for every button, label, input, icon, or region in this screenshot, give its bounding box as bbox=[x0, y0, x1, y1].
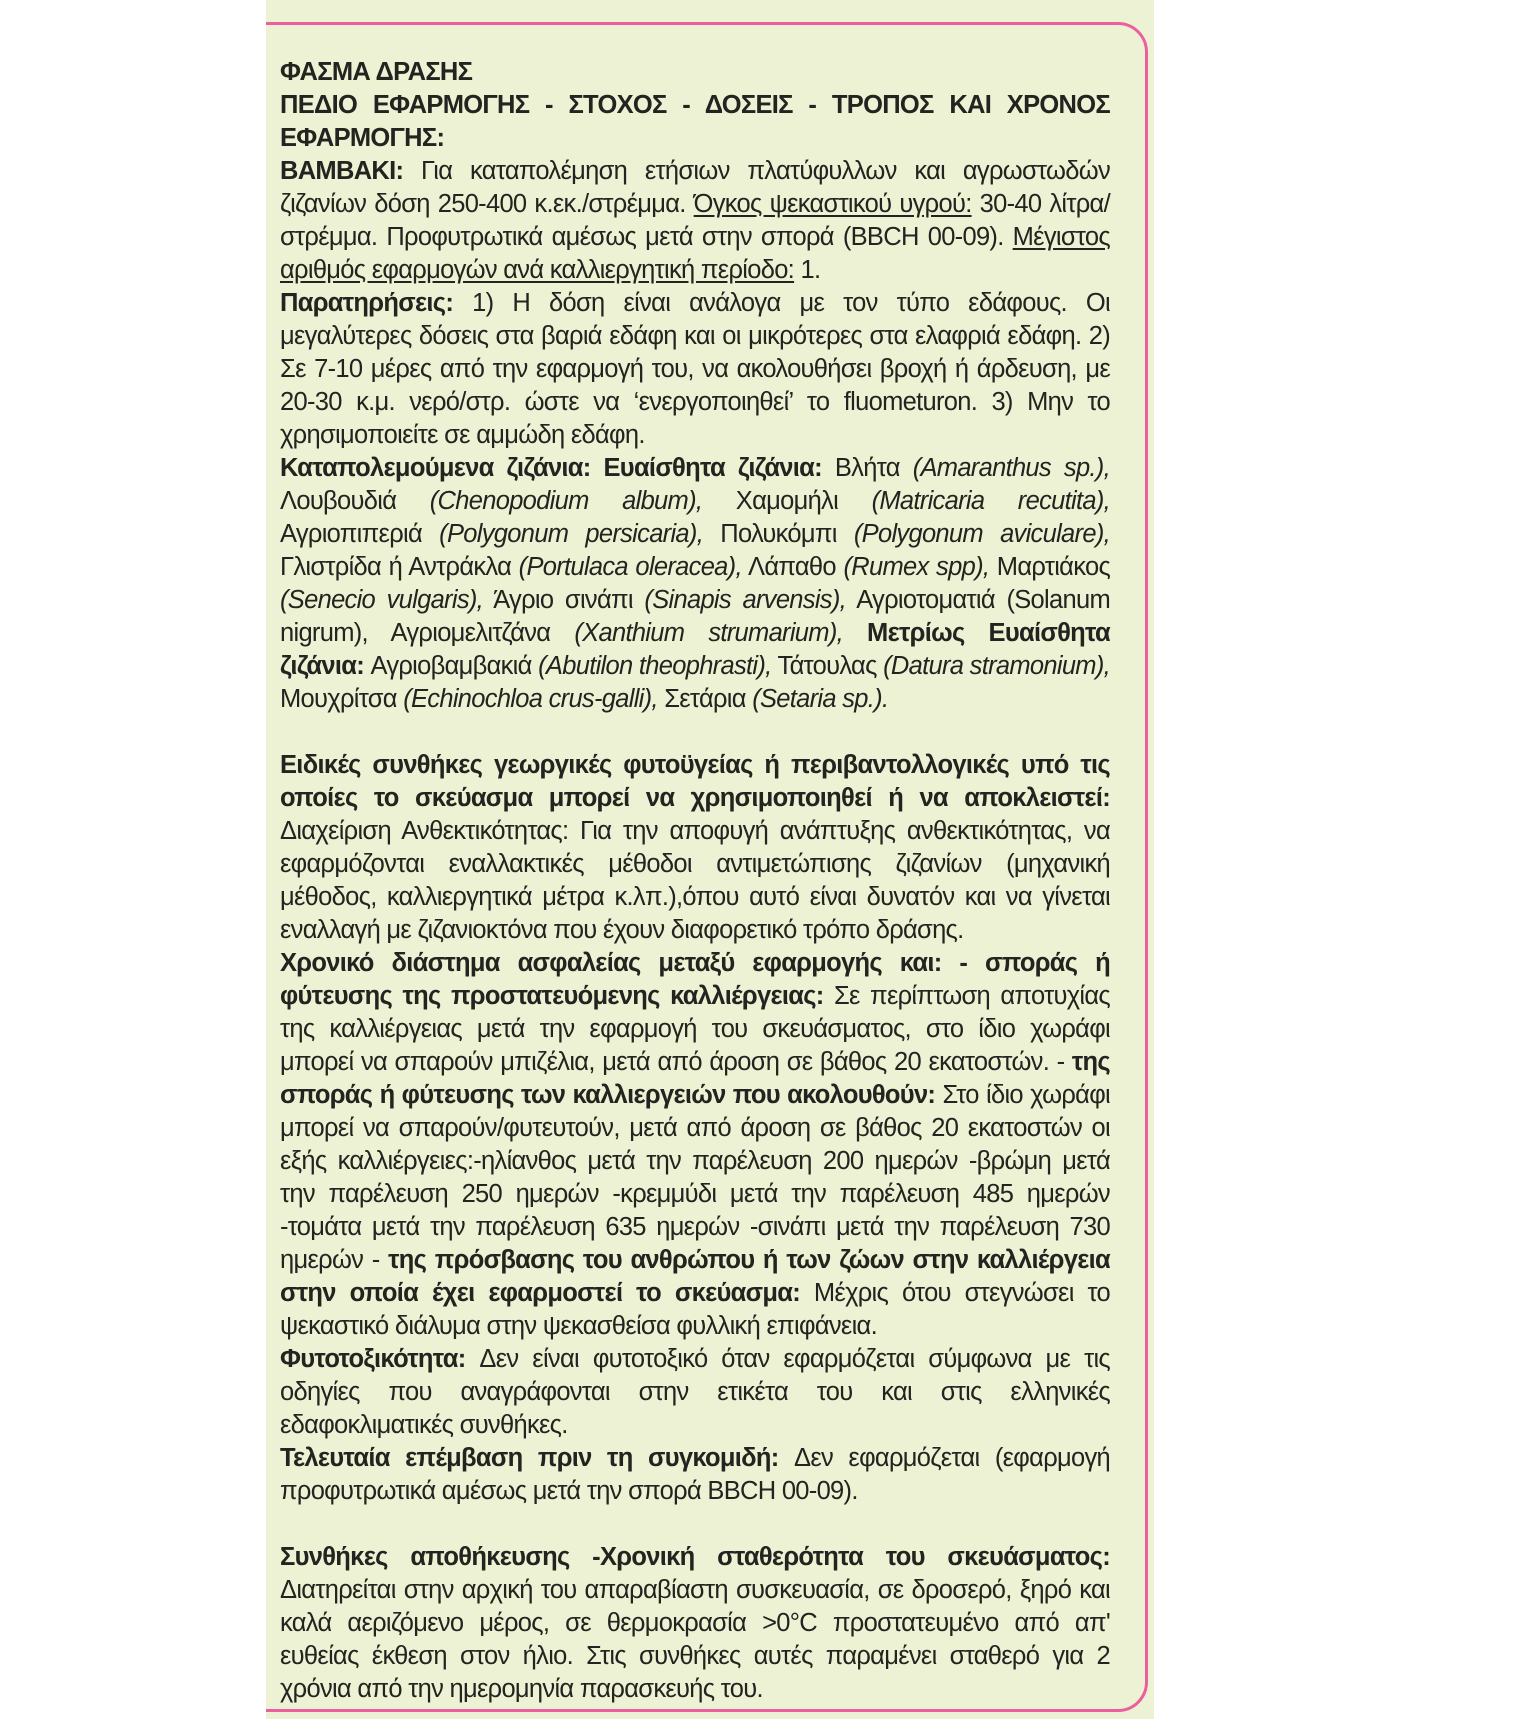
bold-run: Τελευταία επέμβαση πριν τη συγκομιδή: bbox=[280, 1444, 794, 1472]
underline-run: Μέγιστος αριθμός εφαρμογών ανά καλλιεργητική περίοδο: bbox=[280, 223, 1110, 284]
text-run: 1) Η δόση είναι ανάλογα με τον τύπο εδάφους. Οι μεγαλύτερες δόσεις στα βαριά εδάφη και οι μικρότερες στα ελαφριά εδάφη. 2) Σε 7-10 μέρες από την εφαρμογή του, να ακολουθήσει βροχή ή άρδευση, με 20-30 κ.μ. νερό/στρ. ώστε να ‘ενεργοποιηθεί’ το fluometuron. 3) Μην το χρησιμοποιείτε σε αμμώδη εδάφη. bbox=[280, 289, 1110, 449]
italic-run: (Amaranthus sp.), bbox=[912, 454, 1110, 482]
bold-run: Συνθήκες αποθήκευσης -Χρονική σταθερότητα του σκευάσματος: bbox=[280, 1543, 1110, 1571]
text-run: Για καταπολέμηση ετήσιων πλατύφυλλων και αγρωστωδών ζιζανίων δόση 250-400 κ.εκ./στρέμμα. bbox=[280, 157, 1110, 218]
text-run: Λουβουδιά bbox=[280, 487, 430, 515]
text-run: 30-40 λίτρα/στρέμμα. Προφυτρωτικά αμέσως μετά στην σπορά (BBCH 00-09). bbox=[280, 190, 1110, 251]
text-run: Γλιστρίδα ή Αντράκλα bbox=[280, 553, 519, 581]
paragraph bbox=[280, 287, 1110, 452]
paragraph bbox=[280, 1541, 1110, 1706]
italic-run: (Portulaca oleracea), bbox=[518, 553, 742, 581]
text-run: Πολυκόμπι bbox=[703, 520, 854, 548]
bold-run: Φυτοτοξικότητα: bbox=[280, 1345, 480, 1373]
paragraph bbox=[280, 452, 1110, 716]
italic-run: (Abutilon theophrasti), bbox=[538, 652, 772, 680]
text-run: Αγριοπιπεριά bbox=[280, 520, 440, 548]
bold-run: Μετρίως Ευαίσθητα ζιζάνια: bbox=[280, 619, 1111, 680]
text-run: Λάπαθο bbox=[741, 553, 844, 581]
bold-run: ΠΕΔΙΟ ΕΦΑΡΜΟΓΗΣ - ΣΤΟΧΟΣ - ΔΟΣΕΙΣ - ΤΡΟΠΟΣ ΚΑΙ ΧΡΟΝΟΣ ΕΦΑΡΜΟΓΗΣ: bbox=[280, 91, 1110, 152]
bold-run: ΦΑΣΜΑ ΔΡΑΣΗΣ bbox=[280, 58, 473, 86]
text-run: Τάτουλας bbox=[771, 652, 884, 680]
bold-run: Χρονικό διάστημα ασφαλείας μεταξύ εφαρμογής και: - σποράς ή φύτευσης της προστατευόμενης καλλιέργειας: bbox=[280, 949, 1110, 1010]
bold-run: Παρατηρήσεις: bbox=[280, 289, 473, 317]
italic-run: (Sinapis arvensis), bbox=[644, 586, 847, 614]
italic-run: (Setaria sp.). bbox=[752, 685, 889, 713]
text-run: 1. bbox=[794, 256, 821, 284]
text-run: Βλήτα bbox=[834, 454, 913, 482]
bold-run: Ειδικές συνθήκες γεωργικές φυτοϋγείας ή περιβαντολλογικές υπό τις οποίες το σκεύασμα μπορεί να χρησιμοποιηθεί ή να αποκλειστεί: bbox=[280, 751, 1110, 812]
bold-run: της πρόσβασης του ανθρώπου ή των ζώων στην καλλιέργεια στην οποία έχει εφαρμοστεί το σκεύασμα: bbox=[280, 1246, 1110, 1307]
text-run: Δεν είναι φυτοτοξικό όταν εφαρμόζεται σύμφωνα με τις οδηγίες που αναγράφονται στην ετικέτα του και στις ελληνικές εδαφοκλιματικές συνθήκες. bbox=[280, 1345, 1110, 1439]
paragraph bbox=[280, 1343, 1110, 1442]
italic-run: (Datura stramonium), bbox=[883, 652, 1111, 680]
text-run: Διαχείριση Ανθεκτικότητας: Για την αποφυγή ανάπτυξης ανθεκτικότητας, να εφαρμόζονται εναλλακτικές μέθοδοι αντιμετώπισης ζιζανίων (μηχανική μέθοδος, καλλιεργητικά μέτρα κ.λπ.),όπου αυτό είναι δυνατόν και να γίνεται εναλλαγή με ζιζανιοκτόνα που έχουν διαφορετικό τρόπο δράσης. bbox=[280, 817, 1110, 944]
italic-run: (Xanthium strumarium), bbox=[574, 619, 844, 647]
text-run: Μαρτιάκος bbox=[989, 553, 1111, 581]
text-run: Στο ίδιο χωράφι μπορεί να σπαρούν/φυτευτούν, μετά από άροση σε βάθος 20 εκατοστών οι εξής καλλιέργειες:-ηλίανθος μετά την παρέλευση 200 ημερών -βρώμη μετά την παρέλευση 250 ημερών -κρεμμύδι μετά την παρέλευση 485 ημερών -τομάτα μετά την παρέλευση 635 ημερών -σινάπι μετά την παρέλευση 730 ημερών - bbox=[280, 1081, 1110, 1274]
underline-run: Όγκος ψεκαστικού υγρού: bbox=[693, 190, 972, 218]
paragraph bbox=[280, 89, 1110, 155]
bold-run: της σποράς ή φύτευσης των καλλιεργειών που ακολουθούν: bbox=[280, 1048, 1110, 1109]
paragraph bbox=[280, 749, 1110, 947]
text-run: Μουχρίτσα bbox=[280, 685, 404, 713]
bold-run: ΒΑΜΒΑΚΙ: bbox=[280, 157, 422, 185]
italic-run: (Matricaria recutita), bbox=[871, 487, 1110, 515]
text-run: Δεν εφαρμόζεται (εφαρμογή προφυτρωτικά αμέσως μετά την σπορά BBCH 00-09). bbox=[280, 1444, 1111, 1505]
italic-run: (Polygonum persicaria), bbox=[439, 520, 704, 548]
bold-run: Καταπολεμούμενα ζιζάνια: Ευαίσθητα ζιζάνια: bbox=[280, 454, 835, 482]
text-run: Αγριοβαμβακιά bbox=[370, 652, 539, 680]
italic-run: (Echinochloa crus-galli), bbox=[403, 685, 658, 713]
paragraph bbox=[280, 1442, 1110, 1508]
italic-run: (Senecio vulgaris), bbox=[280, 586, 484, 614]
label-text bbox=[280, 56, 1110, 1706]
label-panel bbox=[266, 0, 1154, 1719]
text-run: Αγριοτοματιά (Solanum nigrum), Αγριομελιτζάνα bbox=[280, 586, 1110, 647]
text-run: Μέχρις ότου στεγνώσει το ψεκαστικό διάλυμα στην ψεκασθείσα φυλλική επιφάνεια. bbox=[280, 1279, 1111, 1340]
italic-run: (Rumex spp), bbox=[843, 553, 990, 581]
text-run: Σε περίπτωση αποτυχίας της καλλιέργειας μετά την εφαρμογή του σκευάσματος, στο ίδιο χωράφι μπορεί να σπαρούν μπιζέλια, μετά από άροση σε βάθος 20 εκατοστών. - bbox=[280, 982, 1110, 1076]
text-run: Διατηρείται στην αρχική του απαραβίαστη συσκευασία, σε δροσερό, ξηρό και καλά αεριζόμενο μέρος, σε θερμοκρασία >0°C προστατευμένο από απ' ευθείας έκθεση στον ήλιο. Στις συνθήκες αυτές παραμένει σταθερό για 2 χρόνια από την ημερομηνία παρασκευής του. bbox=[280, 1576, 1110, 1703]
italic-run: (Chenopodium album), bbox=[429, 487, 703, 515]
paragraph bbox=[280, 56, 1110, 89]
text-run: Άγριο σινάπι bbox=[483, 586, 645, 614]
paragraph bbox=[280, 947, 1110, 1343]
text-run: Σετάρια bbox=[657, 685, 753, 713]
paragraph bbox=[280, 155, 1110, 287]
text-run: Χαμομήλι bbox=[702, 487, 872, 515]
italic-run: (Polygonum aviculare), bbox=[853, 520, 1110, 548]
